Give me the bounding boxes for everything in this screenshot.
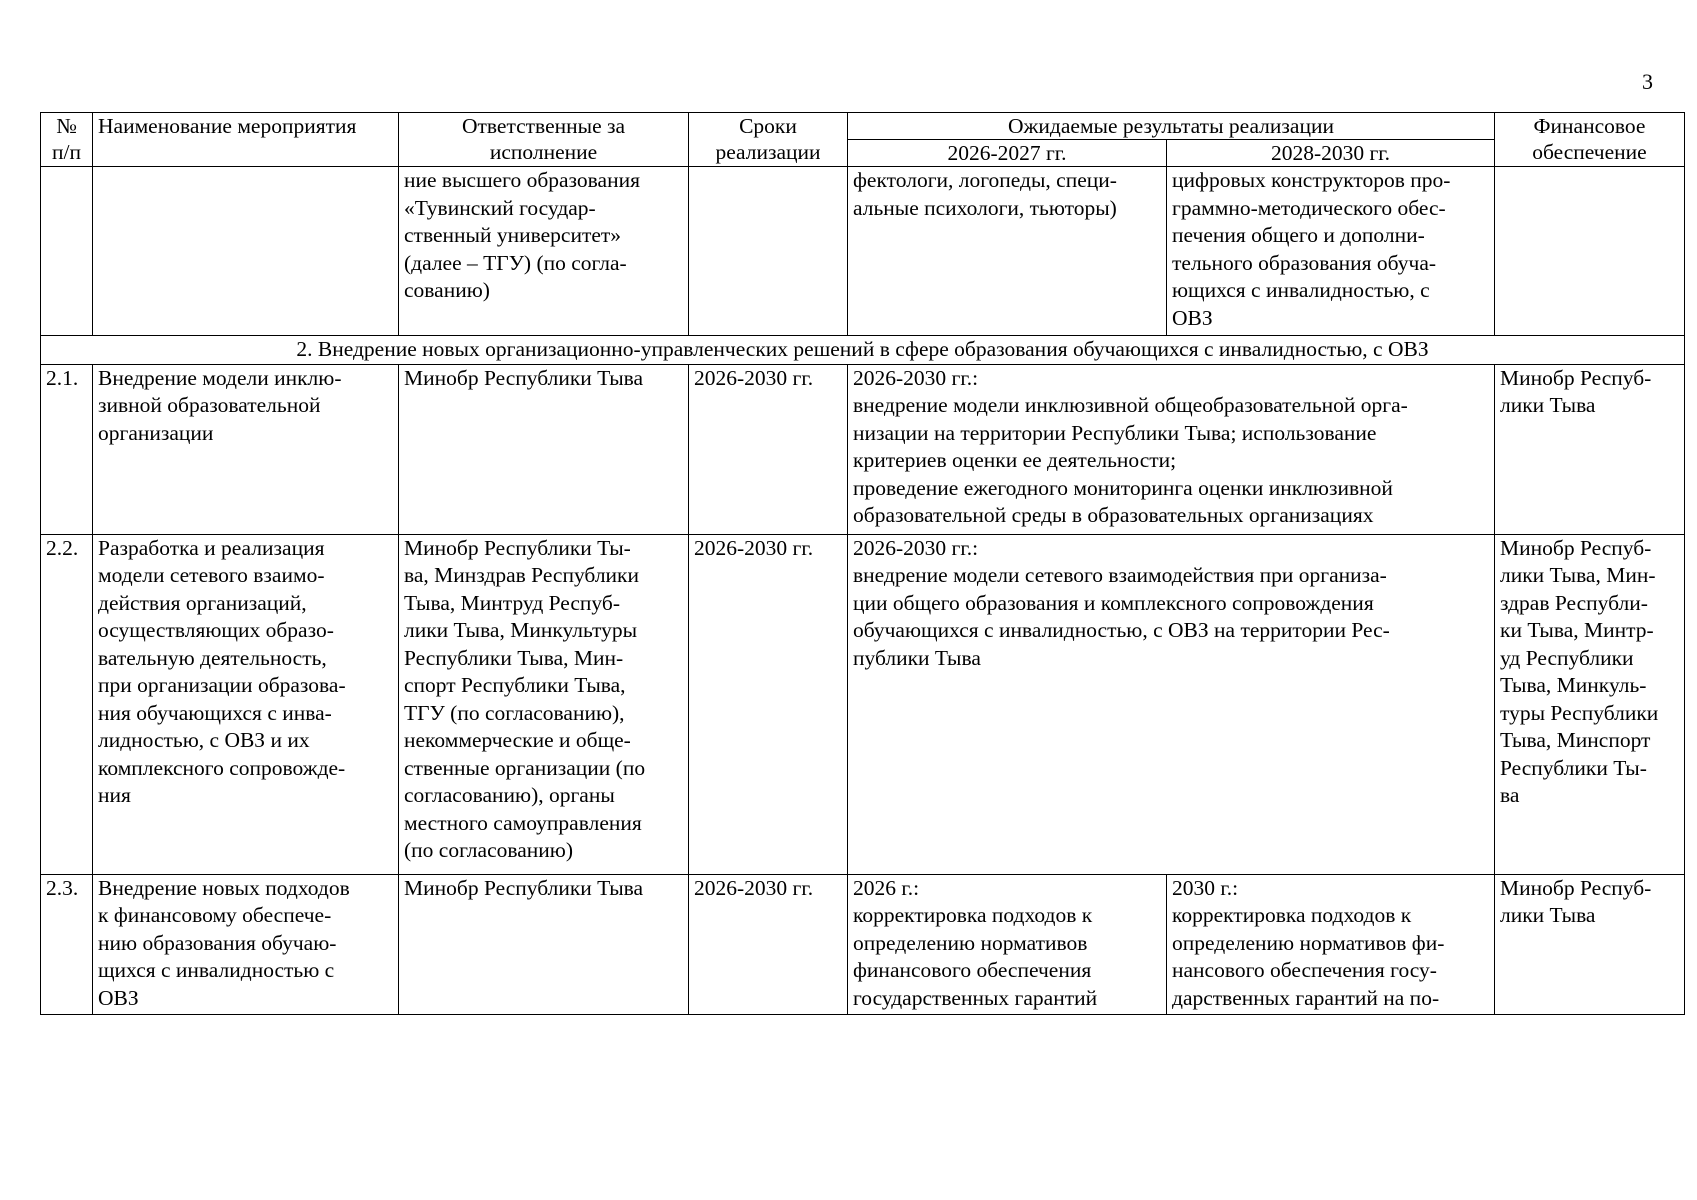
section-row: [41, 336, 1685, 365]
cell-num: [41, 167, 93, 336]
cell-name: Внедрение новых подходов к финансовому обеспече- нию образования обучаю- щихся с инвалидностью с ОВЗ: [93, 874, 399, 1014]
table-row: [41, 534, 1685, 874]
cell-deadline: [689, 167, 848, 336]
table-row: [41, 364, 1685, 534]
cell-result: 2026-2030 гг.: внедрение модели инклюзивной общеобразовательной орга- низации на территории Республики Тыва; использование критериев оценки ее деятельности; проведение ежегодного мониторинга оценки инклюзивной образовательной среды в образовательных организациях: [848, 364, 1495, 534]
cell-num: 2.3.: [41, 874, 93, 1014]
cell-finance: [1495, 167, 1685, 336]
cell-result-2028-2030: цифровых конструкторов про- граммно-методического обес- печения общего и дополни- тельного образования обуча- ющихся с инвалидностью, с ОВЗ: [1167, 167, 1495, 336]
cell-responsible: Минобр Республики Тыва: [399, 364, 689, 534]
cell-name: [93, 167, 399, 336]
cell-finance: Минобр Респуб- лики Тыва: [1495, 874, 1685, 1014]
page-number: 3: [1642, 69, 1653, 94]
cell-deadline: 2026-2030 гг.: [689, 364, 848, 534]
table-row: [41, 874, 1685, 1014]
cell-num: 2.1.: [41, 364, 93, 534]
table-row-continuation: [41, 167, 1685, 336]
header-deadline: Сроки реализации: [689, 113, 848, 167]
cell-result-2026-2027: фектологи, логопеды, специ- альные психологи, тьюторы): [848, 167, 1167, 336]
cell-num: 2.2.: [41, 534, 93, 874]
cell-deadline: 2026-2030 гг.: [689, 874, 848, 1014]
cell-finance: Минобр Респуб- лики Тыва: [1495, 364, 1685, 534]
cell-result: 2026-2030 гг.: внедрение модели сетевого взаимодействия при организа- ции общего образования и комплексного сопровождения обучающихся с инвалидностью, с ОВЗ на территории Рес- публики Тыва: [848, 534, 1495, 874]
header-period-1: 2026-2027 гг.: [848, 140, 1167, 167]
cell-responsible: Минобр Республики Ты- ва, Минздрав Республики Тыва, Минтруд Респуб- лики Тыва, Минкультуры Республики Тыва, Мин- спорт Республики Тыва, ТГУ (по согласованию), некоммерческие и обще- ственные организации (по согласованию), органы местного самоуправления (по согласованию): [399, 534, 689, 874]
table-header-row: [41, 113, 1685, 140]
cell-responsible: Минобр Республики Тыва: [399, 874, 689, 1014]
header-finance: Финансовое обеспечение: [1495, 113, 1685, 167]
cell-finance: Минобр Респуб- лики Тыва, Мин- здрав Республи- ки Тыва, Минтр- уд Республики Тыва, Минкуль- туры Республики Тыва, Минспорт Республики Ты- ва: [1495, 534, 1685, 874]
cell-name: Разработка и реализация модели сетевого взаимо- действия организаций, осуществляющих образо- вательную деятельность, при организации образова- ния обучающихся с инва- лидностью, с ОВЗ и их комплексного сопровожде- ния: [93, 534, 399, 874]
cell-responsible: ние высшего образования «Тувинский государ- ственный университет» (далее – ТГУ) (по согла- сованию): [399, 167, 689, 336]
cell-result-2030: 2030 г.: корректировка подходов к определению нормативов фи- нансового обеспечения госу- дарственных гарантий на по-: [1167, 874, 1495, 1014]
section-title: 2. Внедрение новых организационно-управленческих решений в сфере образования обучающихся с инвалидностью, с ОВЗ: [41, 336, 1685, 365]
action-plan-table: [40, 112, 1685, 1015]
cell-name: Внедрение модели инклю- зивной образовательной организации: [93, 364, 399, 534]
header-period-2: 2028-2030 гг.: [1167, 140, 1495, 167]
header-results: Ожидаемые результаты реализации: [848, 113, 1495, 140]
header-responsible: Ответственные за исполнение: [399, 113, 689, 167]
cell-deadline: 2026-2030 гг.: [689, 534, 848, 874]
cell-result-2026: 2026 г.: корректировка подходов к определению нормативов финансового обеспечения государственных гарантий: [848, 874, 1167, 1014]
header-num: № п/п: [41, 113, 93, 167]
header-name: Наименование мероприятия: [93, 113, 399, 167]
